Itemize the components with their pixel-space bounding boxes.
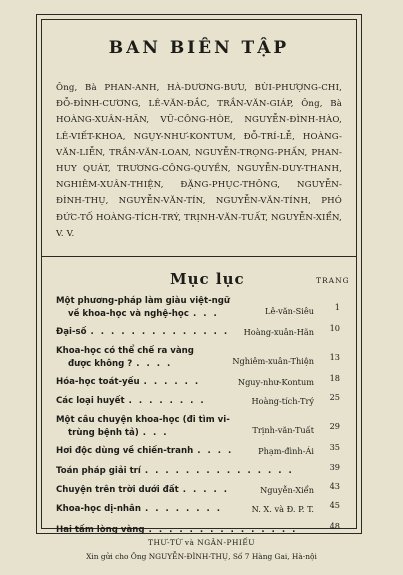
toc-entry-title: [56, 525, 342, 535]
toc-entry: [56, 500, 342, 514]
toc-entry-title: Khoa-học có thể chế ra vàng: [56, 346, 194, 356]
toc-entry-title: Một phương-pháp làm giàu việt-ngữ: [56, 296, 231, 306]
toc-entry-author: Trịnh-văn-Tuất: [252, 425, 314, 435]
toc-entry-title-text: Chuyện trên trời dưới đất: [56, 485, 179, 495]
toc-entry-author: Lê-văn-Siêu: [265, 306, 314, 316]
toc-entry: [56, 481, 342, 495]
editorial-board-title: BAN BIÊN TẬP: [108, 38, 290, 58]
toc-leader-dots: . . . . . . . .: [128, 396, 206, 406]
toc-entry: [56, 373, 342, 387]
section-divider: [42, 256, 356, 257]
toc-entry-page: 10: [329, 323, 340, 333]
toc-leader-dots: . . . .: [197, 446, 234, 456]
toc-entry-title: [56, 466, 342, 476]
toc-entry: [56, 346, 342, 369]
toc-entry-title-text: Hóa-học toát-yếu: [56, 377, 140, 387]
toc-entry-title-text: Các loại huyết: [56, 396, 125, 406]
toc-leader-dots: . . .: [192, 309, 219, 319]
toc-entry-author: N. X. và Đ. P. T.: [251, 504, 314, 514]
toc-entry-title: Một câu chuyện khoa-học (đi tìm vi-: [56, 415, 230, 425]
toc-entry-title-text: Khoa-học dị-nhân: [56, 504, 141, 514]
toc-entry-title-text: Hơi độc dùng về chiến-tranh: [56, 446, 194, 456]
toc-entry: [56, 521, 342, 535]
toc-entry-page: 29: [329, 421, 340, 431]
page-column-label: TRANG: [316, 276, 350, 285]
toc-entry-page: 48: [329, 521, 340, 531]
toc-entry-page: 18: [329, 373, 340, 383]
toc-leader-dots: . . . . . . . . . . . . . . .: [148, 525, 298, 535]
toc-entry-author: Hoàng-xuân-Hãn: [243, 327, 314, 337]
toc-entry-author: Nguy-như-Kontum: [237, 377, 314, 387]
toc-entry-title-line2: trùng bệnh tả): [68, 428, 139, 438]
toc-entry-title-text: Đại-số: [56, 327, 87, 337]
editors-list: Ông, Bà PHAN-ANH, HÀ-DƯƠNG-BƯU, BÙI-PHƯỢNG-CHI, ĐỖ-ĐÌNH-CƯƠNG, LÊ-VĂN-ĐẮC, TRẦN-VĂN-GIÁP, Ông, Bà HOÀNG-XUÂN-HÃN, VŨ-CÔNG-HÒE, NGUYỄN-ĐÌNH-HÀO, LÊ-VIẾT-KHOA, NGỤY-NHƯ-KONTUM, ĐỖ-TRÍ-LỄ, HOÀNG-VĂN-LIỄN, TRẦN-VĂN-LOAN, NGUYỄN-TRỌNG-PHẤN, PHAN-HUY QUÁT, TRƯƠNG-CÔNG-QUYỀN, NGUYỄN-DUY-THANH, NGHIÊM-XUÂN-THIỆN, ĐẶNG-PHỤC-THÔNG, NGUYỄN-ĐÌNH-THỤ, NGUYỄN-VĂN-TÍN, NGUYỄN-VĂN-TÍNH, PHÓ ĐỨC-TỐ HOÀNG-TÍCH-TRÝ, TRỊNH-VĂN-TUẤT, NGUYỄN-XIỂN, V. V.: [56, 83, 342, 239]
footer-address: Xin gửi cho Ông NGUYỄN-ĐÌNH-THỤ, Số 7 Hàng Gai, Hà-nội: [86, 552, 317, 561]
toc-title: Mục lục: [170, 270, 245, 288]
toc-entry-page: 35: [329, 442, 340, 452]
toc-leader-dots: . . . . . . . . . . . . . . .: [144, 466, 294, 476]
toc-entry-page: 13: [329, 352, 340, 362]
toc-entry: [56, 462, 342, 476]
toc-entry-author: Phạm-đình-Ái: [258, 446, 314, 456]
toc-entry: [56, 296, 342, 319]
toc-entry: [56, 442, 342, 456]
toc-entry-page: 45: [329, 500, 340, 510]
toc-leader-dots: . . . . . . . . . . . . . .: [90, 327, 230, 337]
inner-frame: [41, 19, 357, 535]
toc-entry-author: Nguyễn-Xiển: [260, 485, 314, 495]
toc-leader-dots: . . .: [142, 428, 169, 438]
toc-leader-dots: . . . . . .: [143, 377, 201, 387]
toc-leader-dots: . . . . . . . .: [144, 504, 223, 514]
page-frame: [36, 14, 362, 534]
toc-entry: [56, 323, 342, 337]
toc-entry-page: 1: [334, 302, 340, 312]
toc-entry-author: Hoàng-tích-Trý: [251, 396, 314, 406]
toc-entry-title-text: Toán pháp giải trí: [56, 466, 141, 476]
toc-entry-title-line2: được không ?: [68, 359, 133, 369]
toc-entry: [56, 415, 342, 438]
toc-entry-title-line2: về khoa-học và nghệ-học: [68, 309, 189, 319]
footer-mail-title: THƯ-TỪ và NGÂN-PHIẾU: [148, 538, 255, 547]
toc-entry: [56, 392, 342, 406]
toc-leader-dots: . . . . .: [182, 485, 230, 495]
toc-entry-page: 25: [329, 392, 340, 402]
toc-entry-page: 43: [329, 481, 340, 491]
toc-leader-dots: . . . .: [136, 359, 173, 369]
toc-entry-page: 39: [329, 462, 340, 472]
toc-entry-author: Nghiêm-xuân-Thiện: [232, 356, 314, 366]
toc-entry-title-text: Hai tấm lòng vàng: [56, 525, 145, 535]
